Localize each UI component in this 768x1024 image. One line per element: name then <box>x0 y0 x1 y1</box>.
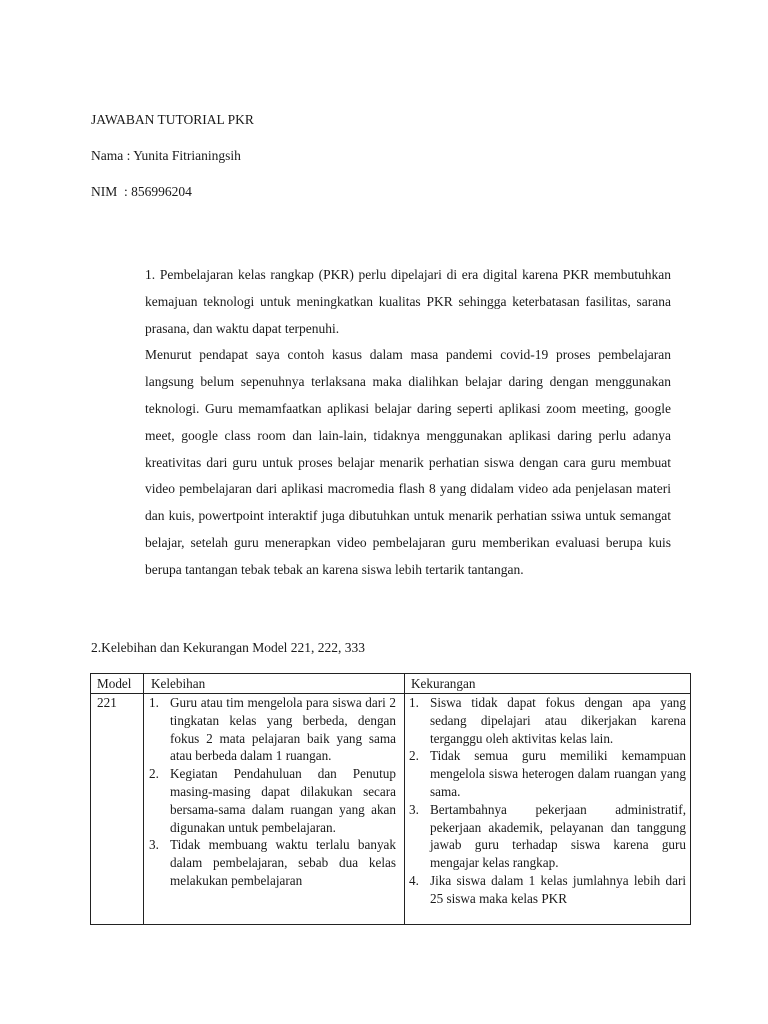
cell-model: 221 <box>97 695 117 710</box>
model-comparison-table <box>90 673 691 925</box>
list-number: 2. <box>409 748 419 764</box>
header-kelebihan: Kelebihan <box>151 676 206 691</box>
answer-1-paragraph-2: Menurut pendapat saya contoh kasus dalam masa pandemi covid-19 proses pembelajaran langsung belum sepenuhnya terlaksana maka dialihkan belajar daring dengan menggunakan teknologi. Guru memamfaatkan aplikasi belajar daring seperti aplikasi zoom meeting, google meet, google class room dan lain-lain, tidaknya menggunakan aplikasi daring perlu adanya kreativitas dari guru untuk proses belajar menarik perhatian siswa dengan cara guru membuat video pembelajaran dari aplikasi macromedia flash 8 yang didalam video ada penjelasan materi dan kuis, powertpoint interaktif juga dibutuhkan untuk menarik perhatian ssiwa untuk semangat belajar, setelah guru menerapkan video pembelajaran guru memberikan evaluasi berupa kuis berupa tantangan tebak tebak an karena siswa lebih tertarik tantangan. <box>145 347 671 577</box>
answer-1 <box>145 262 671 584</box>
cell-kekurangan <box>406 694 686 908</box>
list-number: 4. <box>409 872 419 888</box>
list-item: 4. Jika siswa dalam 1 kelas jumlahnya lebih dari 25 siswa maka kelas PKR <box>409 872 686 906</box>
list-number: 1. <box>409 695 419 710</box>
cell-kelebihan <box>146 694 396 890</box>
student-name: Nama : Yunita Fitrianingsih <box>91 148 241 163</box>
list-number: 3. <box>149 837 159 853</box>
list-item: 3. Tidak membuang waktu terlalu banyak dalam pembelajaran, sebab dua kelas melakukan pembelajaran <box>149 837 396 888</box>
header-model: Model <box>97 676 132 691</box>
list-number: 1. <box>149 695 159 710</box>
list-item: 2. Kegiatan Pendahuluan dan Penutup masing-masing dapat dilakukan secara bersama-sama dalam ruangan yang akan digunakan untuk pembelajaran. <box>149 766 396 835</box>
document-title: JAWABAN TUTORIAL PKR <box>91 112 254 127</box>
list-item: 3. Bertambahnya pekerjaan administratif, pekerjaan akademik, pelayanan dan tanggung jawab guru terhadap siswa karena guru mengajar kelas rangkap. <box>409 801 686 871</box>
student-nim: NIM : 856996204 <box>91 184 192 199</box>
list-item: 1. Siswa tidak dapat fokus dengan apa yang sedang dipelajari atau dikerjakan karena terganggu oleh aktivitas kelas lain. <box>409 695 686 746</box>
list-item: 2. Tidak semua guru memiliki kemampuan mengelola siswa heterogen dalam ruangan yang sama. <box>409 748 686 799</box>
list-number: 3. <box>409 801 419 817</box>
table-column-divider <box>404 674 405 924</box>
list-item: 1. Guru atau tim mengelola para siswa dari 2 tingkatan kelas yang berbeda, dengan fokus 2 mata pelajaran baik yang sama atau berbeda dalam 1 ruangan. <box>149 695 396 764</box>
answer-1-paragraph-1: 1. Pembelajaran kelas rangkap (PKR) perlu dipelajari di era digital karena PKR membutuhkan kemajuan teknologi untuk meningkatkan kualitas PKR sehingga keterbatasan fasilitas, sarana prasana, dan waktu dapat terpenuhi. <box>145 267 671 336</box>
table-column-divider <box>143 674 144 924</box>
header-kekurangan: Kekurangan <box>411 676 476 691</box>
list-number: 2. <box>149 766 159 782</box>
answer-2-heading: 2.Kelebihan dan Kekurangan Model 221, 222, 333 <box>91 640 366 655</box>
